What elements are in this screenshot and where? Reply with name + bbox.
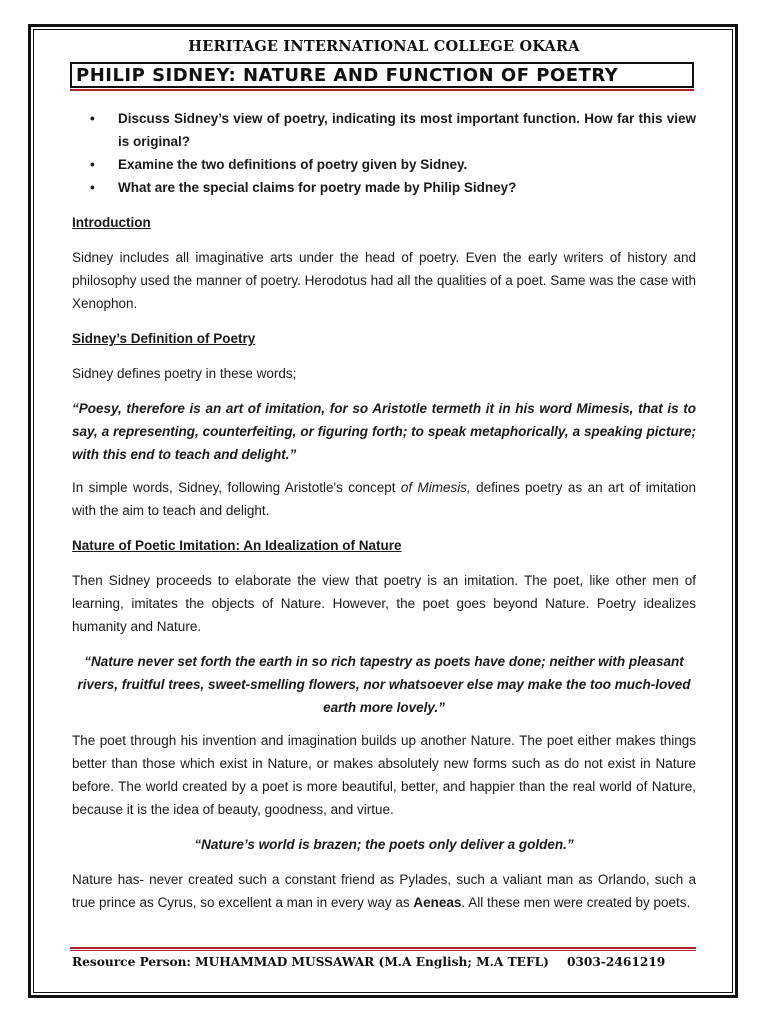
definition-quote: “Poesy, therefore is an art of imitation, for so Aristotle termeth it in his word Mimesis, that is to say, a representing, counterfeiting, or figuring forth; to speak metaphorically, a speaking picture; with this end to teach and delight.” (72, 401, 696, 462)
question-item: • What are the special claims for poetry made by Philip Sidney? (72, 176, 696, 199)
nature-heading: Nature of Poetic Imitation: An Idealization of Nature (72, 538, 402, 553)
bullet-icon: • (90, 157, 95, 172)
document-body (72, 96, 696, 914)
nature-quote: “Nature never set forth the earth in so rich tapestry as poets have done; neither with pleasant rivers, fruitful trees, sweet-smelling flowers, nor whatsoever else may make the too much-loved earth more lovely.” (77, 654, 691, 715)
question-item: • Discuss Sidney’s view of poetry, indicating its most important function. How far this view is original? (72, 107, 696, 153)
title-box (70, 62, 694, 88)
title-rule (70, 89, 694, 91)
phone-number: 0303-2461219 (566, 955, 666, 969)
simple-words-paragraph: In simple words, Sidney, following Aristotle's concept of Mimesis, defines poetry as an art of imitation with the aim to teach and delight. (72, 480, 696, 518)
intro-paragraph: Sidney includes all imaginative arts under the head of poetry. Even the early writers of history and philosophy used the manner of poetry. Herodotus had all the qualities of a poet. Same was the case with Xenophon. (72, 250, 696, 311)
definition-heading: Sidney’s Definition of Poetry (72, 331, 256, 346)
definition-lead: Sidney defines poetry in these words; (72, 366, 297, 381)
resource-person: Resource Person: MUHAMMAD MUSSAWAR (M.A English; M.A TEFL) (72, 955, 549, 969)
page-title: PHILIP SIDNEY: NATURE AND FUNCTION OF POETRY (76, 65, 619, 86)
intro-heading: Introduction (72, 215, 151, 230)
question-item: • Examine the two definitions of poetry given by Sidney. (72, 153, 696, 176)
college-name: HERITAGE INTERNATIONAL COLLEGE OKARA (188, 38, 580, 55)
brazen-quote: “Nature’s world is brazen; the poets only deliver a golden.” (194, 837, 574, 852)
invention-paragraph: The poet through his invention and imagination builds up another Nature. The poet either makes things better than those which exist in Nature, or makes absolutely new forms such as do not exist in Nature before. The world created by a poet is more beautiful, better, and happier than the real world of Nature, because it is the idea of beauty, goodness, and virtue. (72, 733, 696, 817)
bullet-icon: • (90, 180, 95, 195)
footer-rule (70, 947, 696, 951)
final-paragraph: Nature has- never created such a constant friend as Pylades, such a valiant man as Orlando, such a true prince as Cyrus, so excellent a man in every way as Aeneas. All these men were created by poets. (72, 872, 696, 910)
footer (72, 955, 712, 969)
bullet-icon: • (90, 111, 95, 126)
question-list (72, 107, 696, 199)
nature-paragraph: Then Sidney proceeds to elaborate the view that poetry is an imitation. The poet, like other men of learning, imitates the objects of Nature. However, the poet goes beyond Nature. Poetry idealizes humanity and Nature. (72, 573, 696, 634)
